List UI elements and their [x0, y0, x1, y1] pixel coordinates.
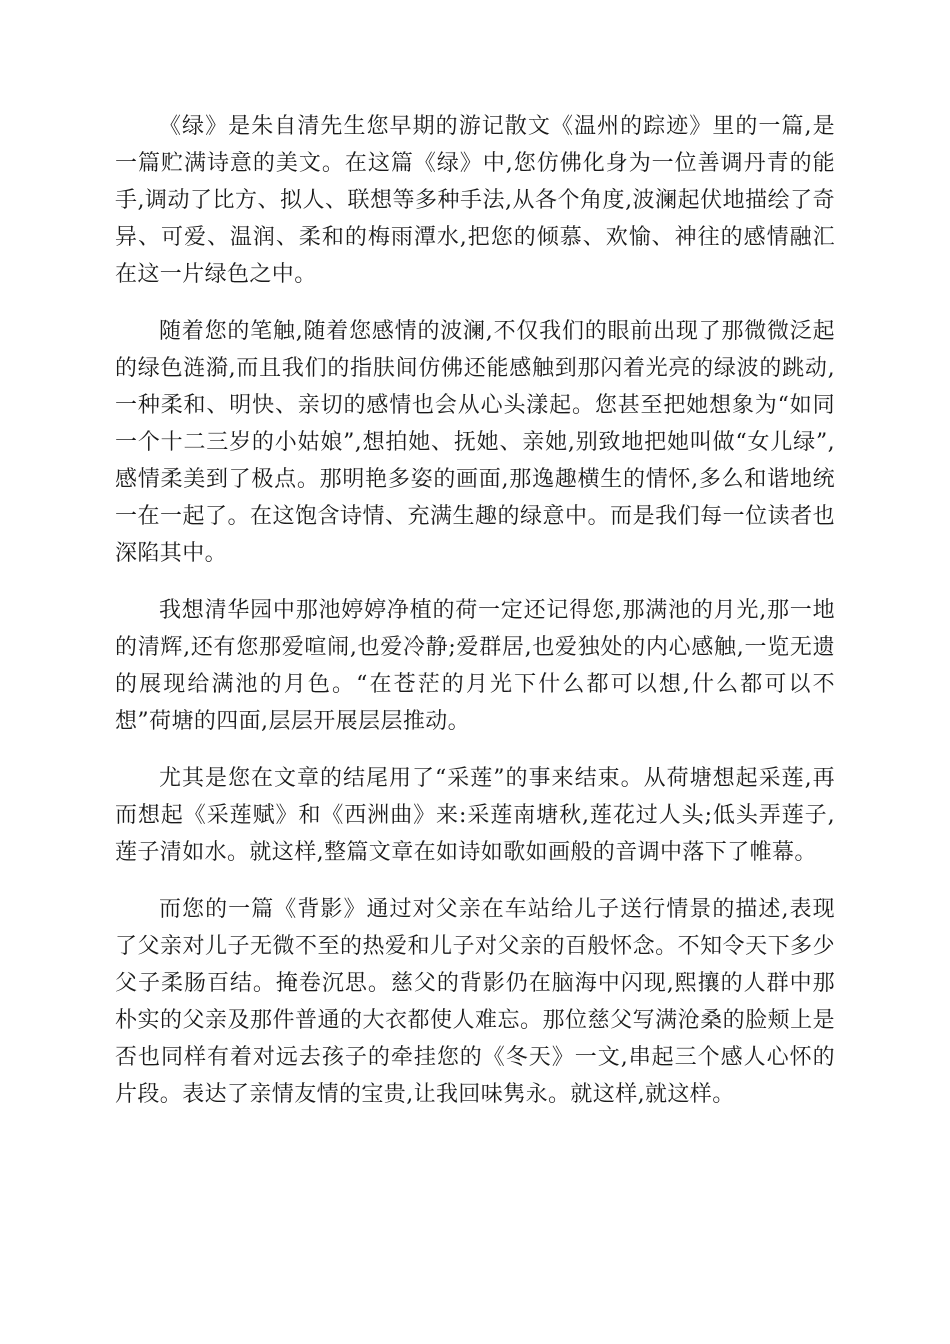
paragraph-2: 随着您的笔触,随着您感情的波澜,不仅我们的眼前出现了那微微泛起的绿色涟漪,而且我们的指肤间仿佛还能感触到那闪着光亮的绿波的跳动,一种柔和、明快、亲切的感情也会从心头漾起。您甚至把她想象为“如同一个十二三岁的小姑娘”,想拍她、抚她、亲她,别致地把她叫做“女儿绿”,感情柔美到了极点。那明艳多姿的画面,那逸趣横生的情怀,多么和谐地统一在一起了。在这饱含诗情、充满生趣的绿意中。而是我们每一位读者也深陷其中。 [115, 319, 835, 566]
paragraph-4: 尤其是您在文章的结尾用了“采莲”的事来结束。从荷塘想起采莲,再而想起《采莲赋》和《西洲曲》来:采莲南塘秋,莲花过人头;低头弄莲子,莲子清如水。就这样,整篇文章在如诗如歌如画般的音调中落下了帷幕。 [115, 766, 835, 865]
document-body [115, 108, 835, 1133]
paragraph-1: 《绿》是朱自清先生您早期的游记散文《温州的踪迹》里的一篇,是一篇贮满诗意的美文。在这篇《绿》中,您仿佛化身为一位善调丹青的能手,调动了比方、拟人、联想等多种手法,从各个角度,波澜起伏地描绘了奇异、可爱、温润、柔和的梅雨潭水,把您的倾慕、欢愉、神往的感情融汇在这一片绿色之中。 [115, 114, 835, 287]
paragraph-3: 我想清华园中那池婷婷净植的荷一定还记得您,那满池的月光,那一地的清辉,还有您那爱喧闹,也爱冷静;爱群居,也爱独处的内心感触,一览无遗的展现给满池的月色。“在苍茫的月光下什么都可以想,什么都可以不想”荷塘的四面,层层开展层层推动。 [115, 598, 835, 734]
paragraph-5: 而您的一篇《背影》通过对父亲在车站给儿子送行情景的描述,表现了父亲对儿子无微不至的热爱和儿子对父亲的百般怀念。不知令天下多少父子柔肠百结。掩卷沉思。慈父的背影仍在脑海中闪现,熙攘的人群中那朴实的父亲及那件普通的大衣都使人难忘。那位慈父写满沧桑的脸颊上是否也同样有着对远去孩子的牵挂您的《冬天》一文,串起三个感人心怀的片段。表达了亲情友情的宝贵,让我回味隽永。就这样,就这样。 [115, 897, 835, 1107]
